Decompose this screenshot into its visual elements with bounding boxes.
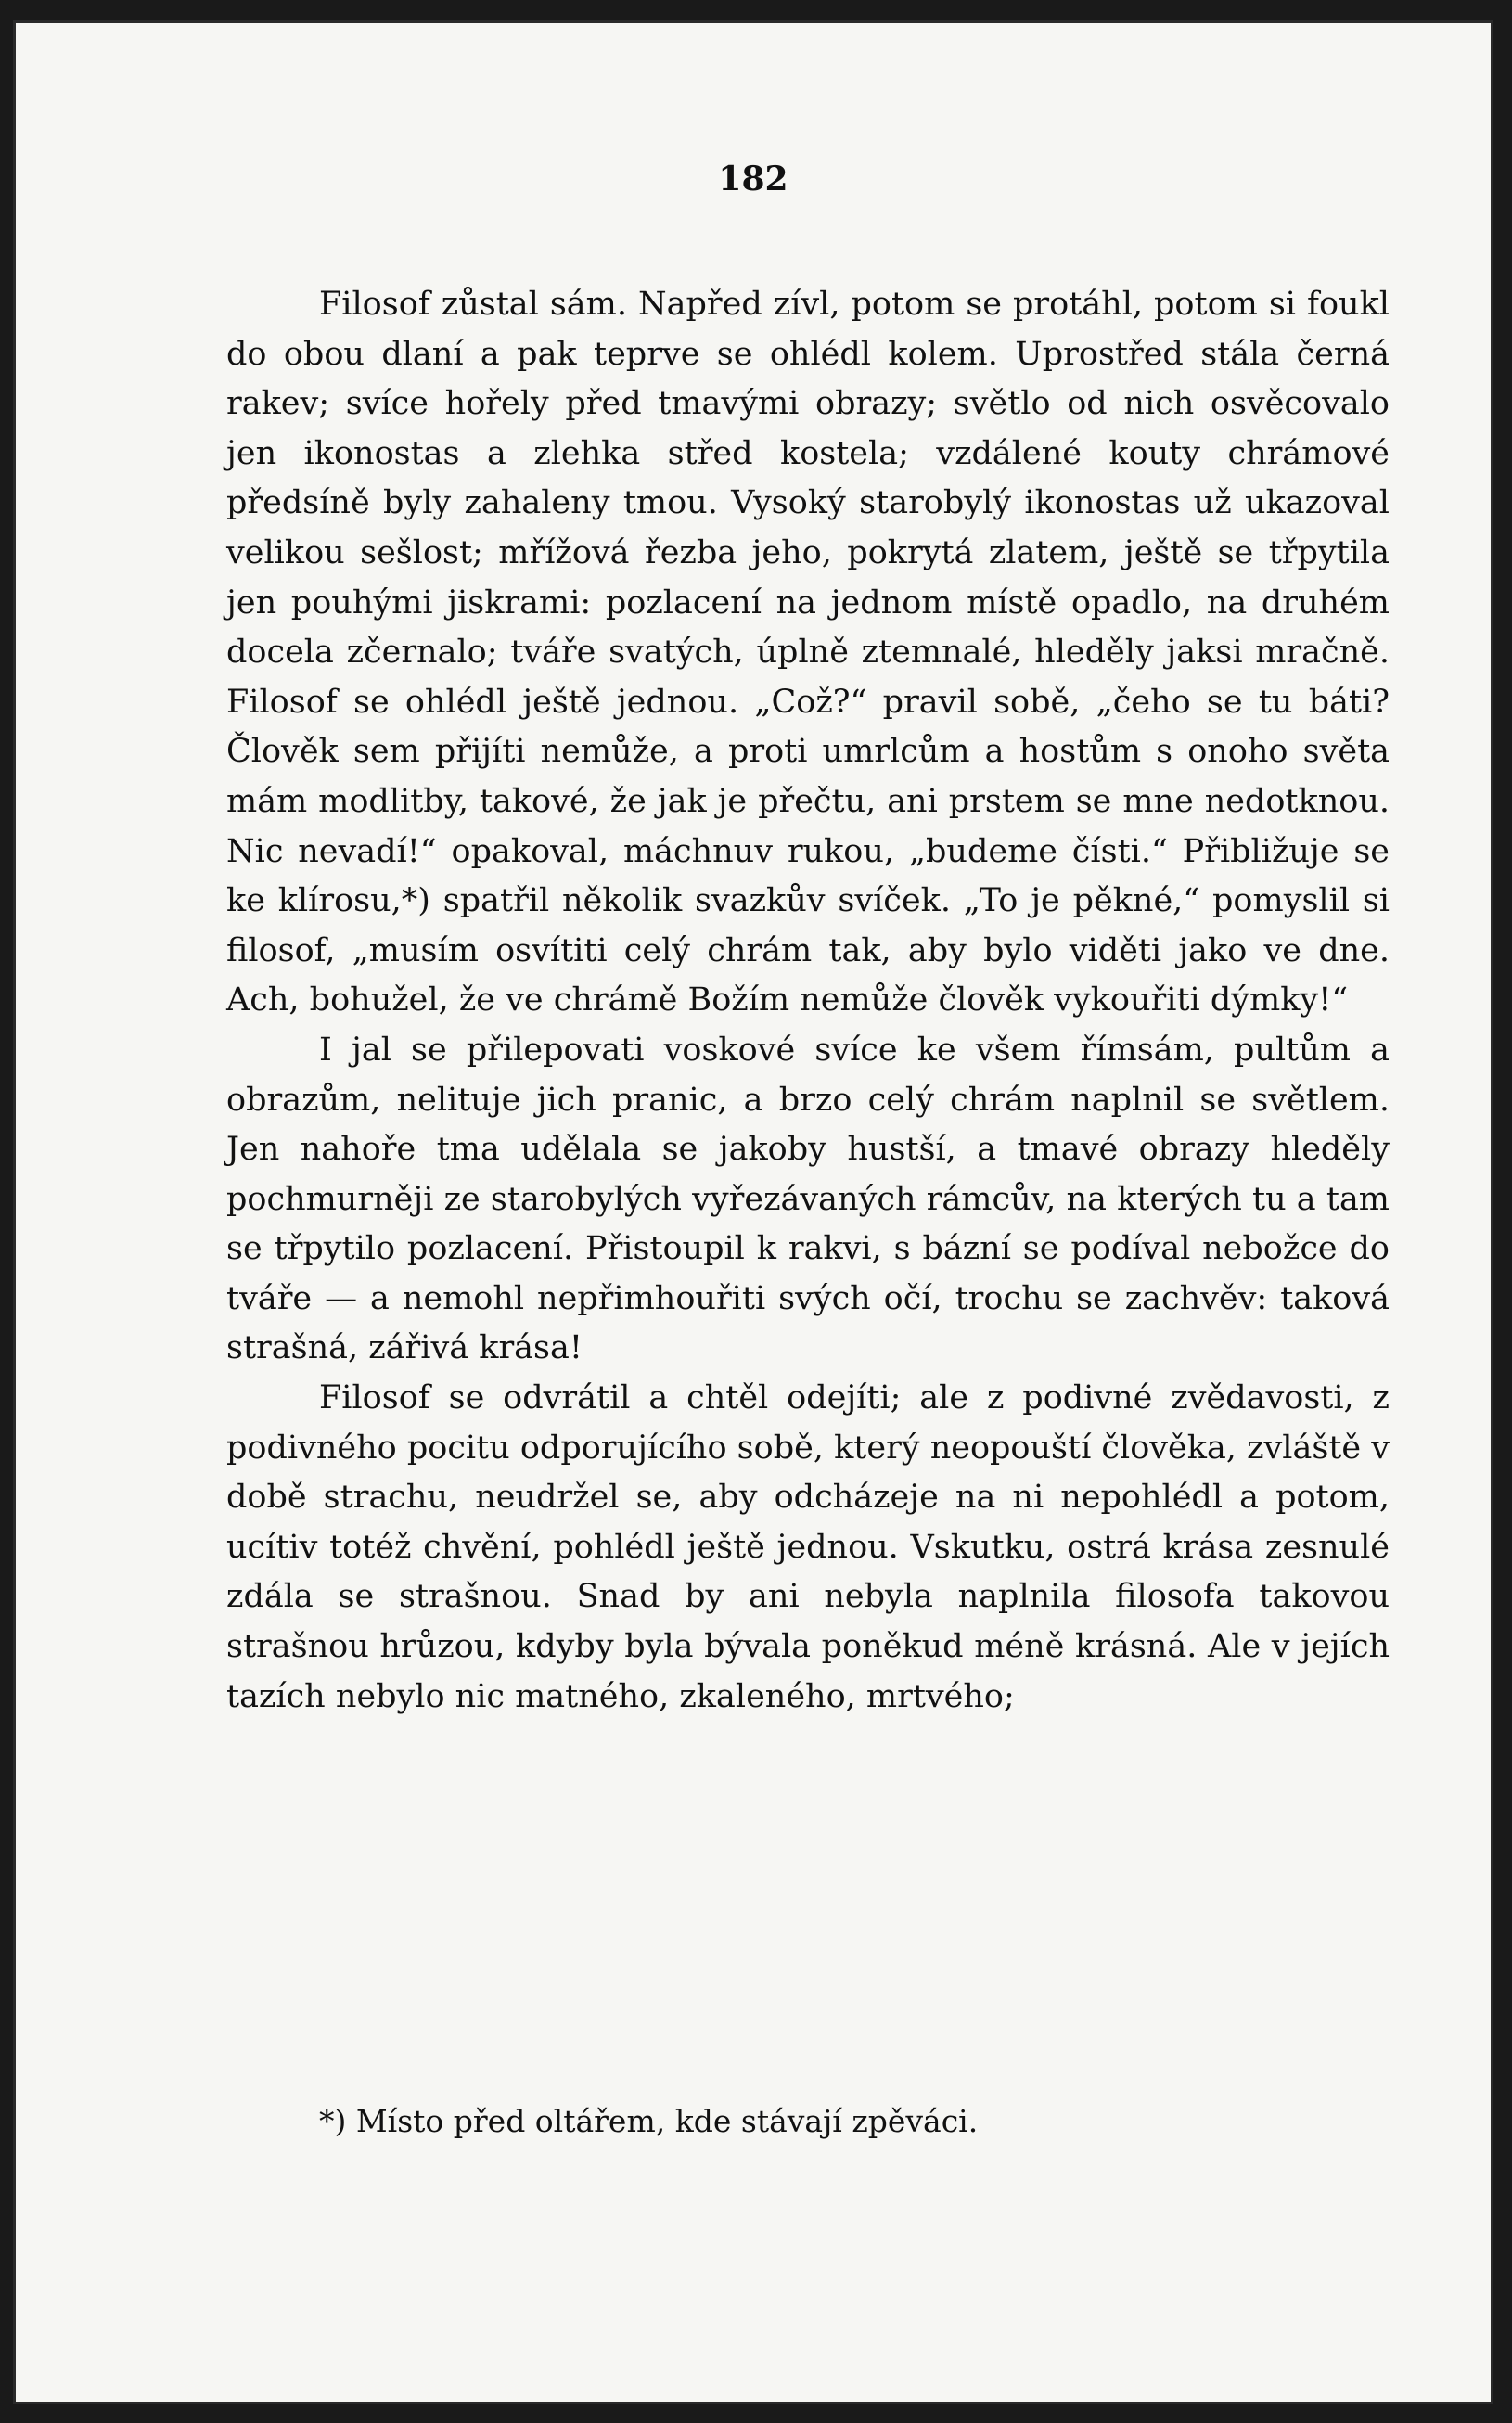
paragraph: Filosof zůstal sám. Napřed zívl, potom se protáhl, potom si foukl do obou dlaní a pak teprve se ohlédl kolem. Uprostřed stála černá rakev; svíce hořely před tmavými obrazy; světlo od nich osvěcovalo jen ikonostas a zlehka střed kostela; vzdálené kouty chrámové předsíně byly zahaleny tmou. Vysoký starobylý ikonostas už ukazoval velikou sešlost; mřížová řezba jeho, pokrytá zlatem, ještě se třpytila jen pouhými jiskrami: pozlacení na jednom místě opadlo, na druhém docela zčernalo; tváře svatých, úplně ztemnalé, hleděly jaksi mračně. Filosof se ohlédl ještě jednou. „Což?“ pravil sobě, „čeho se tu báti? Člověk sem přijíti nemůže, a proti umrlcům a hostům s onoho světa mám modlitby, takové, že jak je přečtu, ani prstem se mne nedotknou. Nic nevadí!“ opakoval, máchnuv rukou, „budeme čísti.“ Přibližuje se ke klírosu,*) spatřil několik svazkův svíček. „To je pěkné,“ pomyslil si filosof, „musím osvítiti celý chrám tak, aby bylo viděti jako ve dne. Ach, bohužel, že ve chrámě Božím nemůže člověk vykouřiti dýmky!“: [226, 286, 1390, 1019]
body-text: [226, 280, 1390, 1722]
paragraph: Filosof se odvrátil a chtěl odejíti; ale z podivné zvědavosti, z podivného pocitu odporujícího sobě, který neopouští člověka, zvláště v době strachu, neudržel se, aby odcházeje na ni nepohlédl a potom, ucítiv totéž chvění, pohlédl ještě jednou. Vskutku, ostrá krása zesnulé zdála se strašnou. Snad by ani nebyla naplnila filosofa takovou strašnou hrůzou, kdyby byla bývala poněkud méně krásná. Ale v jejích tazích nebylo nic matného, zkaleného, mrtvého;: [226, 1379, 1390, 1715]
book-page: [13, 20, 1493, 2404]
footnote: *) Místo před oltářem, kde stávají zpěváci.: [319, 2103, 979, 2139]
page-number: 182: [718, 160, 788, 199]
paragraph: I jal se přilepovati voskové svíce ke všem římsám, pultům a obrazům, nelituje jich pranic, a brzo celý chrám naplnil se světlem. Jen nahoře tma udělala se jakoby hustší, a tmavé obrazy hleděly pochmurněji ze starobylých vyřezávaných rámcův, na kterých tu a tam se třpytilo pozlacení. Přistoupil k rakvi, s bázní se podíval nebožce do tváře — a nemohl nepřimhouřiti svých očí, trochu se zachvěv: taková strašná, zářivá krása!: [226, 1031, 1390, 1367]
